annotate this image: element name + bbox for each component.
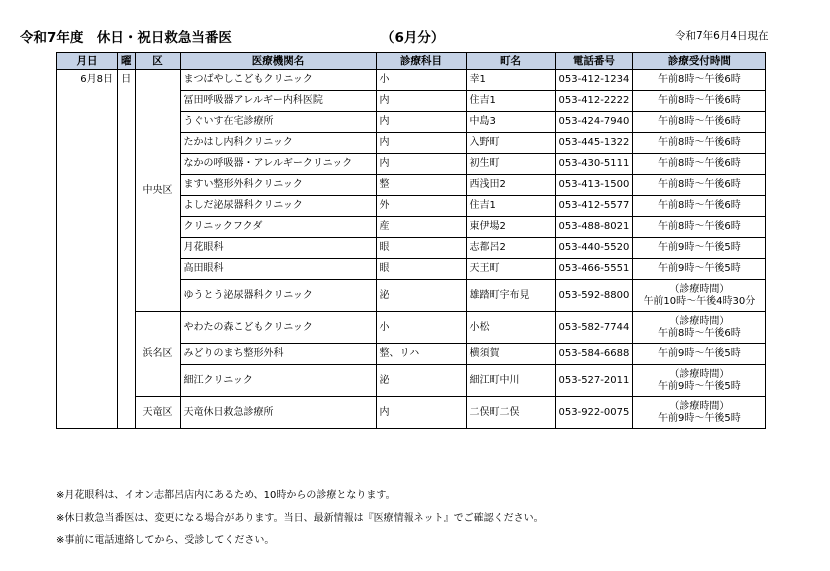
- town: 幸1: [466, 70, 555, 91]
- town: 入野町: [466, 133, 555, 154]
- hours: 午前8時～午後6時: [633, 196, 766, 217]
- on-call-table: [56, 52, 766, 429]
- district-tenryu: 天竜区: [135, 397, 180, 429]
- phone: 053-582-7744: [555, 312, 633, 344]
- department: 眼: [376, 259, 466, 280]
- phone: 053-412-2222: [555, 91, 633, 112]
- department: 内: [376, 112, 466, 133]
- facility-name: ますい整形外科クリニック: [180, 175, 376, 196]
- facility-name: 冨田呼吸器アレルギー内科医院: [180, 91, 376, 112]
- hours-value: 午前8時～午後6時: [657, 327, 741, 339]
- town: 中島3: [466, 112, 555, 133]
- note-item: ※月花眼科は、イオン志都呂店内にあるため、10時からの診療となります。: [56, 490, 396, 501]
- weekday-cell: 日: [118, 70, 136, 429]
- note-item: ※事前に電話連絡してから、受診してください。: [56, 535, 275, 546]
- town: 横須賀: [466, 344, 555, 365]
- department: 泌: [376, 365, 466, 397]
- table-row: [57, 397, 766, 429]
- facility-name: なかの呼吸器・アレルギークリニック: [180, 154, 376, 175]
- phone: 053-488-8021: [555, 217, 633, 238]
- facility-name: よしだ泌尿器科クリニック: [180, 196, 376, 217]
- hours: 午前8時～午後6時: [633, 91, 766, 112]
- phone: 053-440-5520: [555, 238, 633, 259]
- hours-note: （診療時間）: [669, 283, 730, 295]
- note-item: ※休日救急当番医は、変更になる場合があります。当日、最新情報は『医療情報ネット』でご確認ください。: [56, 512, 544, 524]
- hours: [633, 312, 766, 344]
- hours: 午前9時～午後5時: [633, 259, 766, 280]
- hours: 午前8時～午後6時: [633, 154, 766, 175]
- hours-note: （診療時間）: [669, 315, 730, 327]
- header-facility: 医療機関名: [180, 53, 376, 70]
- department: 内: [376, 133, 466, 154]
- facility-name: 高田眼科: [180, 259, 376, 280]
- town: 細江町中川: [466, 365, 555, 397]
- town: 住吉1: [466, 196, 555, 217]
- phone: 053-466-5551: [555, 259, 633, 280]
- hours-value: 午前9時～午後5時: [657, 380, 741, 392]
- table-header-row: [57, 53, 766, 70]
- department: 眼: [376, 238, 466, 259]
- header-town: 町名: [466, 53, 555, 70]
- header-department: 診療科目: [376, 53, 466, 70]
- header-hours: 診療受付時間: [633, 53, 766, 70]
- notes: [56, 486, 544, 554]
- hours: 午前8時～午後6時: [633, 70, 766, 91]
- town: 二俣町二俣: [466, 397, 555, 429]
- hours: 午前8時～午後6時: [633, 217, 766, 238]
- facility-name: 月花眼科: [180, 238, 376, 259]
- department: 内: [376, 91, 466, 112]
- hours: 午前8時～午後6時: [633, 133, 766, 154]
- department: 内: [376, 397, 466, 429]
- table-row: [57, 312, 766, 344]
- department: 泌: [376, 280, 466, 312]
- department: 内: [376, 154, 466, 175]
- phone: 053-430-5111: [555, 154, 633, 175]
- header-phone: 電話番号: [555, 53, 633, 70]
- facility-name: うぐいす在宅診療所: [180, 112, 376, 133]
- district-chuo: 中央区: [135, 70, 180, 312]
- department: 小: [376, 70, 466, 91]
- hours: [633, 280, 766, 312]
- town: 雄踏町宇布見: [466, 280, 555, 312]
- department: 外: [376, 196, 466, 217]
- header-weekday: 曜: [118, 53, 136, 70]
- town: 住吉1: [466, 91, 555, 112]
- department: 産: [376, 217, 466, 238]
- hours: 午前9時～午後5時: [633, 238, 766, 259]
- phone: 053-527-2011: [555, 365, 633, 397]
- facility-name: みどりのまち整形外科: [180, 344, 376, 365]
- hours-value: 午前10時～午後4時30分: [643, 295, 756, 307]
- town: 東伊場2: [466, 217, 555, 238]
- hours: [633, 365, 766, 397]
- hours: 午前8時～午後6時: [633, 112, 766, 133]
- facility-name: まつばやしこどもクリニック: [180, 70, 376, 91]
- district-hamana: 浜名区: [135, 312, 180, 397]
- as-of-date: 令和7年6月4日現在: [675, 30, 769, 42]
- town: 初生町: [466, 154, 555, 175]
- table-row: [57, 70, 766, 91]
- header-district: 区: [135, 53, 180, 70]
- phone: 053-424-7940: [555, 112, 633, 133]
- hours-note: （診療時間）: [669, 368, 730, 380]
- hours: [633, 397, 766, 429]
- phone: 053-412-1234: [555, 70, 633, 91]
- department: 整: [376, 175, 466, 196]
- facility-name: 天竜休日救急診療所: [180, 397, 376, 429]
- town: 小松: [466, 312, 555, 344]
- page-title: 令和7年度 休日・祝日救急当番医: [20, 30, 232, 46]
- facility-name: やわたの森こどもクリニック: [180, 312, 376, 344]
- hours-note: （診療時間）: [669, 400, 730, 412]
- town: 西浅田2: [466, 175, 555, 196]
- town: 志都呂2: [466, 238, 555, 259]
- phone: 053-922-0075: [555, 397, 633, 429]
- department: 整、リハ: [376, 344, 466, 365]
- phone: 053-592-8800: [555, 280, 633, 312]
- phone: 053-584-6688: [555, 344, 633, 365]
- header-date: 月日: [57, 53, 118, 70]
- facility-name: たかはし内科クリニック: [180, 133, 376, 154]
- date-cell: 6月8日: [57, 70, 118, 429]
- facility-name: 細江クリニック: [180, 365, 376, 397]
- town: 天王町: [466, 259, 555, 280]
- phone: 053-412-5577: [555, 196, 633, 217]
- hours-value: 午前9時～午後5時: [657, 412, 741, 424]
- phone: 053-413-1500: [555, 175, 633, 196]
- month-label: （6月分）: [381, 30, 445, 46]
- facility-name: ゆうとう泌尿器科クリニック: [180, 280, 376, 312]
- hours: 午前9時～午後5時: [633, 344, 766, 365]
- hours: 午前8時～午後6時: [633, 175, 766, 196]
- phone: 053-445-1322: [555, 133, 633, 154]
- department: 小: [376, 312, 466, 344]
- facility-name: クリニックフクダ: [180, 217, 376, 238]
